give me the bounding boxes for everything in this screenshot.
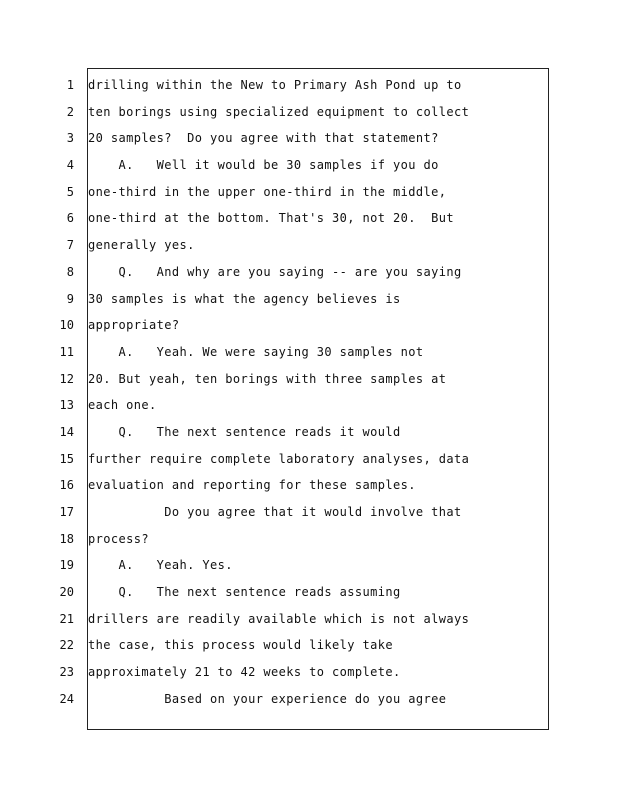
transcript-line: Do you agree that it would involve that <box>88 505 462 519</box>
line-number: 19 <box>59 558 74 573</box>
transcript-line: drilling within the New to Primary Ash Pond up to <box>88 78 462 92</box>
transcript-line: appropriate? <box>88 318 180 333</box>
line-number: 3 <box>66 131 74 146</box>
line-number: 24 <box>59 691 74 706</box>
transcript-line: the case, this process would likely take <box>88 638 393 653</box>
transcript-line: one-third at the bottom. That's 30, not 20. But <box>88 211 454 226</box>
line-number: 15 <box>59 451 74 466</box>
transcript-line: each one. <box>88 398 157 413</box>
transcript-line: A. Yeah. We were saying 30 samples not <box>88 344 424 359</box>
transcript-line: drillers are readily available which is not always <box>88 611 470 626</box>
line-number: 14 <box>59 424 74 439</box>
line-number: 4 <box>66 158 74 173</box>
transcript-line: Q. The next sentence reads assuming <box>88 585 401 600</box>
line-number: 10 <box>59 318 74 333</box>
transcript-line: 20 samples? Do you agree with that statement? <box>88 131 439 146</box>
line-number: 22 <box>59 638 74 653</box>
transcript-line: one-third in the upper one-third in the middle, <box>88 184 447 199</box>
line-number: 21 <box>59 611 74 626</box>
transcript-line: A. Well it would be 30 samples if you do <box>88 158 439 173</box>
transcript-line: ten borings using specialized equipment to collect <box>88 104 470 119</box>
line-number: 7 <box>66 238 74 253</box>
line-number: 23 <box>59 665 74 680</box>
line-number: 16 <box>59 478 74 493</box>
transcript-line: Based on your experience do you agree <box>88 691 447 706</box>
transcript-line: process? <box>88 531 149 546</box>
transcript-line: evaluation and reporting for these samples. <box>88 478 416 493</box>
line-number: 20 <box>59 585 74 600</box>
line-number: 6 <box>66 211 74 226</box>
line-number: 12 <box>59 371 74 386</box>
line-number: 2 <box>66 104 74 119</box>
line-number: 13 <box>59 398 74 413</box>
line-number-column <box>40 72 74 713</box>
transcript-line: Q. The next sentence reads it would <box>88 424 401 439</box>
line-number: 8 <box>66 264 74 279</box>
line-number: 18 <box>59 531 74 546</box>
transcript-line: approximately 21 to 42 weeks to complete. <box>88 665 401 680</box>
transcript-line: generally yes. <box>88 238 195 253</box>
line-number: 11 <box>59 344 74 359</box>
transcript-line: Q. And why are you saying -- are you saying <box>88 264 462 279</box>
transcript-body <box>88 72 546 713</box>
transcript-line: further require complete laboratory analyses, data <box>88 451 470 466</box>
line-number: 5 <box>66 184 74 199</box>
line-number: 1 <box>66 78 74 92</box>
transcript-line: 20. But yeah, ten borings with three samples at <box>88 371 447 386</box>
transcript-line: 30 samples is what the agency believes is <box>88 291 401 306</box>
line-number: 17 <box>59 505 74 519</box>
transcript-line: A. Yeah. Yes. <box>88 558 233 573</box>
line-number: 9 <box>66 291 74 306</box>
